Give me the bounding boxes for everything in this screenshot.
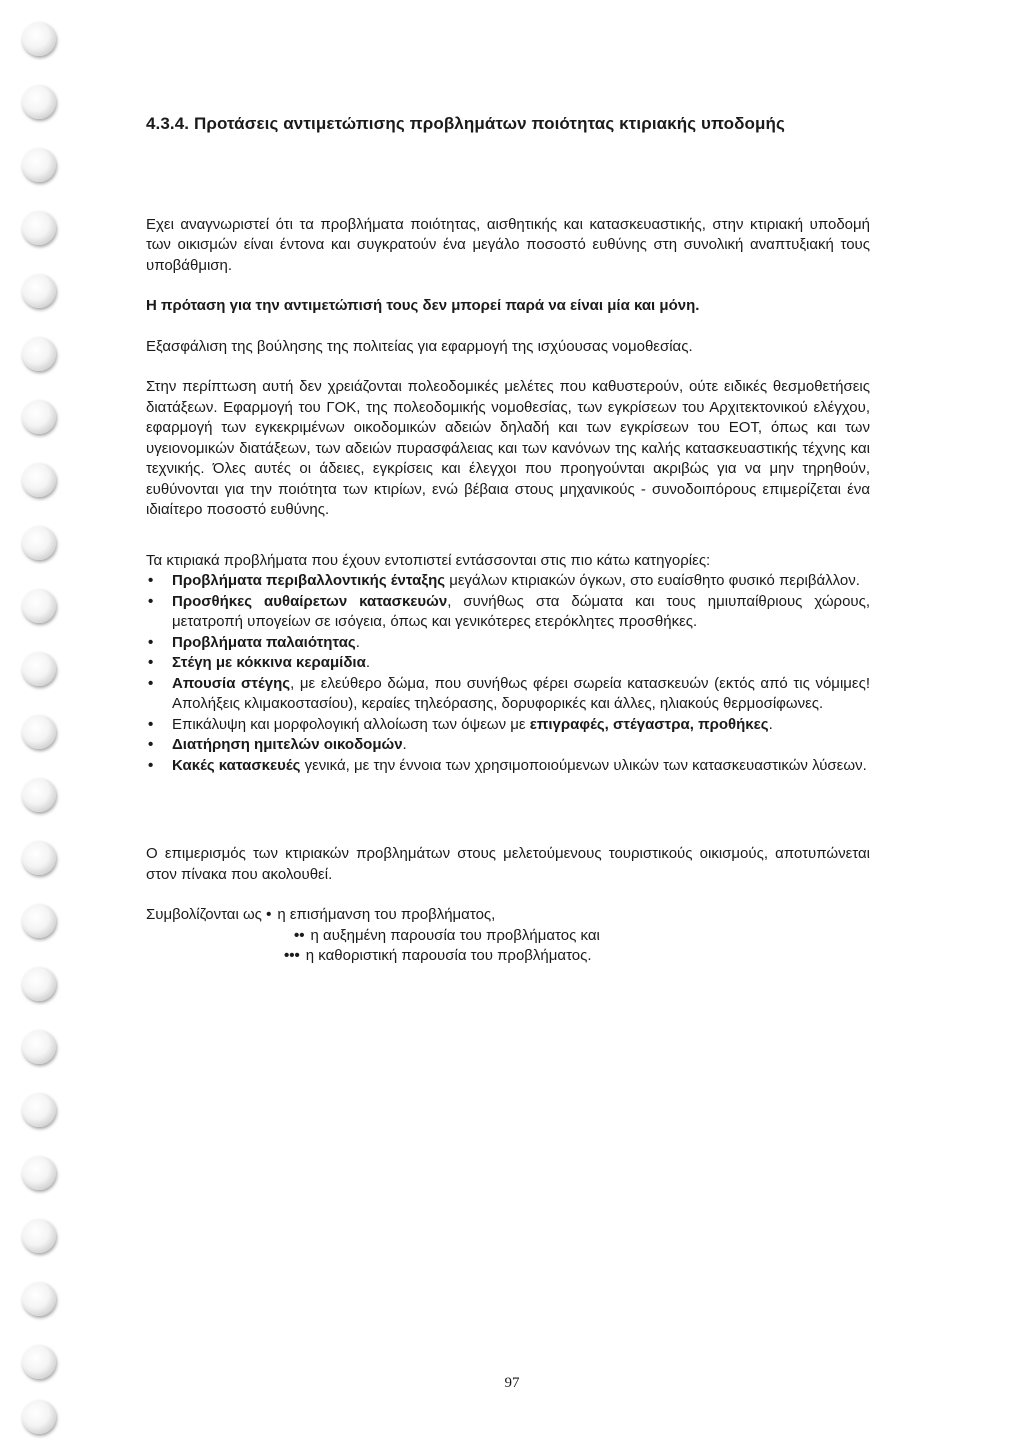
binder-hole — [22, 967, 56, 1001]
binder-holes — [22, 0, 62, 1445]
list-item — [146, 571, 870, 592]
category-title: Απουσία στέγης — [172, 674, 291, 692]
list-item — [146, 674, 870, 715]
binder-hole — [22, 1400, 56, 1434]
categories-intro: Τα κτιριακά προβλήματα που έχουν εντοπιστεί εντάσσονται στις πιο κάτω κατηγορίες: — [146, 551, 711, 569]
category-title: Κακές κατασκευές — [172, 756, 301, 774]
category-lead: Επικάλυψη και μορφολογική αλλοίωση των όψεων με — [172, 715, 530, 733]
page-content — [146, 114, 870, 967]
symbol-description: η επισήμανση του προβλήματος, — [277, 906, 496, 923]
page-number: 97 — [504, 1375, 520, 1391]
category-text: γενικά, με την έννοια των χρησιμοποιούμενων υλικών των κατασκευαστικών λύσεων. — [300, 756, 867, 774]
binder-hole — [22, 652, 56, 686]
binder-hole — [22, 148, 56, 182]
symbol-row — [146, 926, 870, 947]
binder-hole — [22, 715, 56, 749]
section-heading: 4.3.4. Προτάσεις αντιμετώπισης προβλημάτων ποιότητας κτιριακής υποδομής — [146, 114, 785, 133]
category-text: . — [365, 654, 370, 671]
symbol-row — [146, 946, 870, 967]
category-text: , συνήθως στα δώματα και τους ημιυπαίθριους χώρους, μετατροπή υπογείων σε ισόγεια, όπως και γενικότερες ετερόκλητες προσθήκες. — [172, 592, 871, 630]
symbol-description: η καθοριστική παρουσία του προβλήματος. — [305, 947, 592, 964]
categories-list — [146, 571, 870, 776]
binder-hole — [22, 589, 56, 623]
distribution-paragraph: Ο επιμερισμός των κτιριακών προβλημάτων στους μελετούμενους τουριστικούς οικισμούς, αποτυπώνεται στον πίνακα που ακολουθεί. — [146, 845, 870, 883]
binder-hole — [22, 1030, 56, 1064]
category-text: . — [768, 715, 773, 733]
binder-hole — [22, 85, 56, 119]
list-item — [146, 715, 870, 736]
category-text: . — [355, 633, 360, 651]
binder-hole — [22, 841, 56, 875]
binder-hole — [22, 22, 56, 56]
binder-hole — [22, 1093, 56, 1127]
binder-hole — [22, 274, 56, 308]
case-paragraph: Στην περίπτωση αυτή δεν χρειάζονται πολεοδομικές μελέτες που καθυστερούν, ούτε ειδικές θεσμοθετήσεις διατάξεων. Εφαρμογή του ΓΟΚ, της πολεοδομικής νομοθεσίας, των εγκρίσεων του Αρχιτεκτονικού ελέγχου, εφαρμογή των εγκεκριμένων οικοδομικών αδειών δηλαδή και των εγκρίσεων του ΕΟΤ, όπως και των υγειονομικών διατάξεων, των αδειών πυρασφάλειας και των κανόνων της καλής κατασκευαστικής τέχνης και τεχνικής. Όλες αυτές οι άδειες, εγκρίσεις και έλεγχοι που προηγούνται ακριβώς για να μην τηρηθούν, ευθύνονται για την ποιότητα των κτιρίων, ενώ βέβαια στους μηχανικούς - συνοδοιπόρους επιμερίζεται ένα ιδιαίτερο ποσοστό ευθύνης. — [146, 378, 870, 518]
binder-hole — [22, 337, 56, 371]
binder-hole — [22, 463, 56, 497]
binder-hole — [22, 904, 56, 938]
bullet-marker: • — [266, 906, 272, 923]
category-title: Προβλήματα περιβαλλοντικής ένταξης — [172, 572, 446, 589]
binder-hole — [22, 1345, 56, 1379]
insurance-paragraph: Εξασφάλιση της βούλησης της πολιτείας για εφαρμογή της ισχύουσας νομοθεσίας. — [146, 337, 693, 355]
category-title: επιγραφές, στέγαστρα, προθήκες — [529, 715, 769, 733]
binder-hole — [22, 526, 56, 560]
intro-paragraph: Εχει αναγνωριστεί ότι τα προβλήματα ποιότητας, αισθητικής και κατασκευαστικής, στην κτιριακή υποδομή των οικισμών είναι έντονα και συγκρατούν ένα μεγάλο ποσοστό ευθύνης στη συνολική αναπτυξιακή τους υποβάθμιση. — [146, 215, 870, 274]
binder-hole — [22, 1156, 56, 1190]
list-item — [146, 653, 870, 674]
list-item — [146, 633, 870, 654]
binder-hole — [22, 1219, 56, 1253]
category-title: Διατήρηση ημιτελών οικοδομών — [172, 736, 403, 753]
binder-hole — [22, 400, 56, 434]
category-title: Στέγη με κόκκινα κεραμίδια — [172, 654, 366, 671]
symbol-row — [146, 905, 870, 926]
bullet-marker: •• — [294, 926, 305, 944]
bullet-marker: ••• — [284, 947, 300, 964]
category-title: Προσθήκες αυθαίρετων κατασκευών — [172, 592, 448, 610]
list-item — [146, 735, 870, 756]
category-title: Προβλήματα παλαιότητας — [172, 633, 356, 651]
list-item — [146, 756, 870, 777]
category-text: μεγάλων κτιριακών όγκων, στο ευαίσθητο φυσικό περιβάλλον. — [445, 572, 860, 589]
symbol-description: η αυξημένη παρουσία του προβλήματος και — [310, 926, 600, 944]
category-text: , με ελεύθερο δώμα, που συνήθως φέρει σωρεία κατασκευών (εκτός από τις νόμιμες! Απολήξεις κλιμακοστασίου), κεραίες τηλεόρασης, δορυφορικές και άλλες, ηλιακούς θερμοσίφωνες. — [172, 674, 871, 712]
list-item — [146, 592, 870, 633]
category-text: . — [402, 736, 407, 753]
proposal-statement: Η πρόταση για την αντιμετώπισή τους δεν μπορεί παρά να είναι μία και μόνη. — [146, 297, 700, 314]
binder-hole — [22, 211, 56, 245]
binder-hole — [22, 1282, 56, 1316]
binder-hole — [22, 778, 56, 812]
symbols-legend — [146, 905, 870, 967]
symbols-lead: Συμβολίζονται ως — [146, 906, 262, 923]
